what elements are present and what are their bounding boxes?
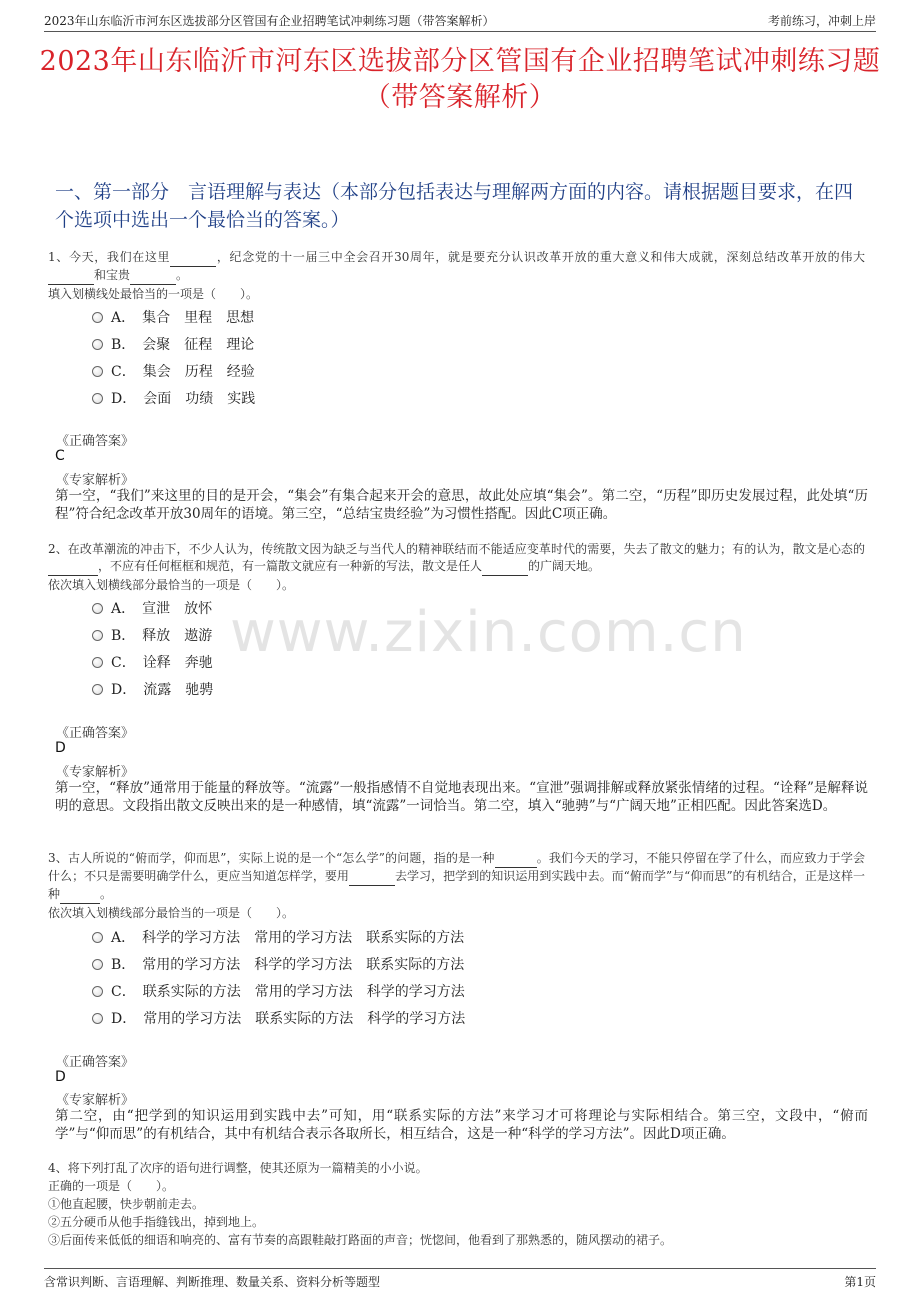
question-3-prompt: 依次填入划横线部分最恰当的一项是（ ）。 <box>48 906 295 920</box>
question-1-stem: 1、今天，我们在这里 ，纪念党的十一届三中全会召开30周年，就是要充分认识改革开放的重大意义和伟大成就，深刻总结改革开放的伟大 和宝贵 。 填入划横线处最恰当的一项是（ ）。 <box>48 250 866 301</box>
radio-button[interactable] <box>92 312 103 323</box>
analysis-label: 《专家解析》 <box>56 1093 135 1108</box>
q3-option-d[interactable]: D． 常用的学习方法 联系实际的方法 科学的学习方法 <box>92 1009 465 1029</box>
page-footer <box>44 1268 876 1290</box>
radio-button[interactable] <box>92 630 103 641</box>
question-4 <box>48 1160 865 1249</box>
q1-option-c[interactable]: C． 集会 历程 经验 <box>92 362 255 382</box>
q3-option-a[interactable]: A． 科学的学习方法 常用的学习方法 联系实际的方法 <box>92 928 464 948</box>
question-4-sentence-1: ①他直起腰，快步朝前走去。 <box>48 1197 205 1211</box>
radio-button[interactable] <box>92 366 103 377</box>
question-4-sentence-3: ③后面传来低低的细语和响亮的、富有节奏的高跟鞋敲打路面的声音；恍惚间，他看到了那熟悉的，随风摆动的裙子。 <box>48 1233 673 1247</box>
radio-button[interactable] <box>92 393 103 404</box>
radio-button[interactable] <box>92 339 103 350</box>
q2-option-a[interactable]: A． 宣泄 放怀 <box>92 599 212 619</box>
header-slogan: 考前练习，冲刺上岸 <box>767 14 876 28</box>
q3-explanation: 第二空，由“把学到的知识运用到实践中去”可知，用“联系实际的方法”来学习才可将理论与实际相结合。第三空，文段中，“俯而学”与“仰而思”的有机结合，其中有机结合表示各取所长，相互结合，这是一种“科学的学习方法”。因此D项正确。 <box>55 1108 868 1142</box>
page-number: 第1页 <box>844 1275 876 1289</box>
blank-line <box>482 558 528 576</box>
blank-line <box>130 267 176 285</box>
q1-explanation: 第一空，“我们”来这里的目的是开会，“集会”有集合起来开会的意思，故此处应填“集会”。第二空，“历程”即历史发展过程，此处填“历程”符合纪念改革开放30周年的语境。第三空，“总结宝贵经验”为习惯性搭配。因此C项正确。 <box>55 488 868 522</box>
radio-button[interactable] <box>92 657 103 668</box>
watermark: www.zixin.com.cn <box>230 600 747 665</box>
radio-button[interactable] <box>92 959 103 970</box>
answer-label: 《正确答案》 <box>56 434 135 449</box>
header-doc-title: 2023年山东临沂市河东区选拔部分区管国有企业招聘笔试冲刺练习题（带答案解析） <box>44 14 495 28</box>
q1-option-a[interactable]: A． 集合 里程 思想 <box>92 308 254 328</box>
q1-answer: C <box>55 448 65 464</box>
question-1-prompt: 填入划横线处最恰当的一项是（ ）。 <box>48 287 259 301</box>
q2-explanation: 第一空，“释放”通常用于能量的释放等。“流露”一般指感情不自觉地表现出来。“宣泄”强调排解或释放紧张情绪的过程。“诠释”是解释说明的意思。文段指出散文反映出来的是一种感情，填“流露”一词恰当。第二空，填入“驰骋”与“广阔天地”正相匹配。因此答案选D。 <box>55 780 868 814</box>
q2-option-c[interactable]: C． 诠释 奔驰 <box>92 653 213 673</box>
question-2-stem: 2、在改革潮流的冲击下，不少人认为，传统散文因为缺乏与当代人的精神联结而不能适应变革时代的需要，失去了散文的魅力；有的认为，散文是心态的 ，不应有任何框框和规范，有一篇散文就应有一种新的写法，散文是任人 的广阔天地。 依次填入划横线部分最恰当的一项是（ ）。 <box>48 542 865 592</box>
question-4-sentence-2: ②五分硬币从他手指缝钱出，掉到地上。 <box>48 1215 265 1229</box>
radio-button[interactable] <box>92 684 103 695</box>
section-heading: 一、第一部分 言语理解与表达（本部分包括表达与理解两方面的内容。请根据题目要求，在四个选项中选出一个最恰当的答案。） <box>55 181 854 231</box>
q3-option-c[interactable]: C． 联系实际的方法 常用的学习方法 科学的学习方法 <box>92 982 465 1002</box>
radio-button[interactable] <box>92 1013 103 1024</box>
q3-answer: D <box>55 1069 66 1085</box>
blank-line <box>170 249 216 267</box>
q2-option-b[interactable]: B． 释放 遨游 <box>92 626 212 646</box>
q2-answer: D <box>55 740 66 756</box>
analysis-label: 《专家解析》 <box>56 473 135 488</box>
radio-button[interactable] <box>92 932 103 943</box>
q3-option-b[interactable]: B． 常用的学习方法 科学的学习方法 联系实际的方法 <box>92 955 464 975</box>
blank-line <box>60 886 100 904</box>
analysis-label: 《专家解析》 <box>56 765 135 780</box>
q1-option-d[interactable]: D． 会面 功绩 实践 <box>92 389 255 409</box>
blank-line <box>48 267 94 285</box>
answer-label: 《正确答案》 <box>56 1055 135 1070</box>
question-4-prompt: 正确的一项是（ ）。 <box>48 1179 175 1193</box>
question-4-stem: 4、将下列打乱了次序的语句进行调整，使其还原为一篇精美的小小说。 <box>48 1161 428 1175</box>
question-3-stem: 3、古人所说的“俯而学，仰而思”，实际上说的是一个“怎么学”的问题，指的是一种 。我们今天的学习，不能只停留在学了什么，而应致力于学会什么；不只是需要明确学什么，更应当知道怎样学，要用 去学习，把学到的知识运用到实践中去。而“俯而学”与“仰而思”的有机结合，正是这样一种 。 依次填入划横线部分最恰当的一项是（ ）。 <box>48 851 865 920</box>
radio-button[interactable] <box>92 603 103 614</box>
radio-button[interactable] <box>92 986 103 997</box>
answer-label: 《正确答案》 <box>56 726 135 741</box>
question-2-prompt: 依次填入划横线部分最恰当的一项是（ ）。 <box>48 578 295 592</box>
blank-line <box>48 558 98 576</box>
page-header <box>44 10 876 32</box>
blank-line <box>495 850 537 868</box>
q1-option-b[interactable]: B． 会聚 征程 理论 <box>92 335 254 355</box>
document-title: 2023年山东临沂市河东区选拔部分区管国有企业招聘笔试冲刺练习题（带答案解析） <box>39 46 881 113</box>
q2-option-d[interactable]: D． 流露 驰骋 <box>92 680 213 700</box>
blank-line <box>349 868 395 886</box>
footer-description: 含常识判断、言语理解、判断推理、数量关系、资料分析等题型 <box>44 1275 381 1289</box>
